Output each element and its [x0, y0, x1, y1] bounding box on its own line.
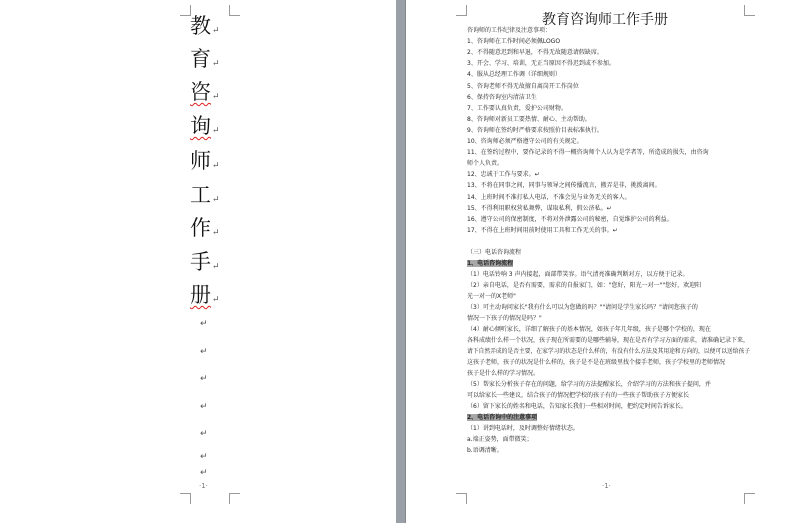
- line-text: （5）帮家长分析孩子存在的问题，给学习的方法提醒家长，介绍学习的方法和孩子提问，并: [467, 380, 711, 388]
- line-text: 情况一下孩子的情况是吗？": [467, 314, 542, 322]
- line-text: （6）留下家长的姓名和电话，告知家长我们一些相对时间，把约定时间告诉家长。: [467, 402, 687, 410]
- line-text: （1）电话铃响 3 声内接起，面部带笑容。语气清亮准确判断对方，以方便于记录。: [467, 270, 689, 278]
- body-line: [467, 149, 709, 156]
- paragraph-mark: ↵: [212, 228, 220, 238]
- body-line: [467, 194, 631, 201]
- line-text: 12、忠诚于工作与要求。↵: [467, 171, 540, 179]
- empty-paragraph-mark: ↵: [200, 347, 208, 357]
- body-line: [467, 249, 521, 256]
- line-text: 8、咨询师对新员工要热情、耐心、主动帮助。: [467, 115, 591, 123]
- title-char-text: 询: [190, 114, 211, 138]
- page-gap: [396, 0, 405, 523]
- line-text: 6、保持咨询室内清洁卫生: [467, 93, 537, 101]
- title-char: [190, 183, 220, 212]
- line-text: 孩子是什么样的学习情况。: [467, 369, 540, 377]
- empty-paragraph-mark: ↵: [200, 402, 208, 412]
- line-text: 2、不得随意迟到和早退，不得无故随意请假缺席。: [467, 49, 603, 57]
- title-char: [190, 250, 220, 279]
- line-text: 4、服从总经理工作调（详细规则）: [467, 71, 561, 79]
- empty-paragraph-mark: ↵: [200, 468, 208, 478]
- title-char-text: 手: [190, 250, 211, 274]
- empty-paragraph-mark: ↵: [200, 429, 208, 439]
- line-text: 各科成绩什么样一个状况，孩子现在所需要的是哪些辅导，现在是否有学习方面的需求，请准确记录下来，: [467, 336, 750, 344]
- body-line: [467, 403, 687, 410]
- title-char: [190, 47, 220, 76]
- body-line: [467, 38, 560, 45]
- paragraph-mark: ↵: [212, 195, 220, 205]
- line-text: 10、咨询师必须严格遵守公司的有关规定。: [467, 138, 583, 145]
- line-text: 5、咨询老师不得无故擅自离岗开工作岗位: [467, 82, 579, 90]
- paragraph-mark: ↵: [212, 59, 220, 69]
- line-text: 这孩子老师，孩子的状况是什么样的，孩子是不是在班级里找个接手老师，孩子学校里的老师情况: [467, 358, 726, 366]
- line-text: 可以给家长一些建议，结合孩子的情况把学校的孩子有的一些孩子帮助孩子方便家长: [467, 391, 690, 399]
- body-line: [467, 94, 537, 101]
- line-text: 1、电话咨询流程: [467, 259, 514, 267]
- title-char-text: 育: [190, 47, 211, 71]
- body-line: [467, 304, 698, 311]
- line-text: 咨询师的工作纪律及注意事项：: [467, 27, 552, 34]
- line-text: 13、不将在同事之间，同事与领导之间传播流言，搬弄是非，挑拨离间。: [467, 182, 661, 190]
- line-text: 14、上班时间不准打私人电话，不准会见与业务无关的客人。: [467, 193, 631, 201]
- title-char: [190, 149, 220, 178]
- paragraph-mark: ↵: [212, 161, 220, 171]
- document-page-2: [405, 0, 803, 523]
- body-line: [467, 370, 539, 377]
- body-line: [467, 160, 503, 167]
- body-line: [467, 392, 689, 399]
- line-text: 16、遵守公司的保密制度，不将对外泄露公司的秘密，自觉维护公司的利益。: [467, 215, 673, 223]
- title-char-text: 咨: [190, 80, 211, 104]
- body-line: [467, 436, 533, 443]
- empty-paragraph-mark: ↵: [200, 374, 208, 384]
- margin-corner-bottom-left: [456, 493, 467, 504]
- body-line: [467, 182, 661, 189]
- page-footer-mark: ·1·: [602, 482, 611, 490]
- paragraph-mark: ↵: [212, 262, 220, 272]
- margin-corner-bottom-right: [229, 493, 240, 504]
- line-text: 光一对一的X老师": [467, 292, 516, 300]
- line-text: 11、在签约过程中，要作记录的不得一概咨询师个人认为是学者等，所造成的损失，由咨询: [467, 149, 709, 157]
- line-text: 7、工作要认真负责，爱护公司财物。: [467, 104, 567, 112]
- title-char: [190, 114, 220, 143]
- line-text: 请下自然弄成的是否主要，在家学习的状态是什么样的，有没有什么方法及其用途和方向的，以便可以送给孩子: [467, 347, 751, 355]
- body-line: [467, 293, 516, 300]
- line-text: a.端正姿势，面带微笑；: [467, 435, 533, 443]
- body-line: [467, 27, 551, 34]
- title-char: [190, 283, 220, 312]
- line-text: 1、咨询师在工作时间必须佩LOGO: [467, 38, 561, 46]
- empty-paragraph-mark: ↵: [200, 319, 208, 329]
- document-page-1: [0, 0, 396, 523]
- title-char-text: 教: [190, 14, 211, 38]
- margin-corner-top-right: [229, 5, 240, 16]
- title-char: [190, 80, 220, 109]
- body-line: [467, 205, 612, 212]
- body-line: [467, 282, 701, 289]
- line-text: 3、开会、学习、培训，无正当原因不得迟到或不参加。: [467, 60, 615, 68]
- body-line: [467, 138, 583, 145]
- body-line: [467, 271, 688, 278]
- body-line: [467, 127, 603, 134]
- margin-corner-bottom-right: [744, 493, 755, 504]
- line-text: （2）亲自电话，是否有需要，需求的自报家门，如："您好，阳光一对一""您好，欢迎阳: [467, 281, 702, 289]
- line-text: 2、电话咨询中的注意事项: [467, 413, 538, 421]
- body-line: [467, 348, 750, 355]
- body-line: [467, 381, 711, 388]
- page-footer-mark: ·1·: [199, 482, 208, 490]
- body-line: [467, 425, 579, 432]
- paragraph-mark: ↵: [212, 26, 220, 36]
- body-line: [467, 326, 711, 333]
- body-line: [467, 447, 503, 454]
- line-text: （1）讲到电话时，及时调整好情绪状态。: [467, 424, 579, 432]
- title-char-text: 册: [190, 283, 211, 307]
- title-char-text: 作: [190, 216, 211, 240]
- body-line: [467, 359, 725, 366]
- body-line: [467, 83, 579, 90]
- body-line: [467, 337, 749, 344]
- paragraph-mark: ↵: [212, 295, 220, 305]
- title-char-text: 师: [190, 149, 211, 173]
- paragraph-mark: ↵: [212, 92, 220, 102]
- section-heading: [467, 260, 513, 267]
- section-heading: [467, 414, 537, 421]
- title-char-text: 工: [190, 183, 211, 207]
- title-char: [190, 216, 220, 245]
- body-line: [467, 116, 591, 123]
- body-line: [467, 49, 603, 56]
- line-text: 15、不得利用职权营私舞弊，谋取私利，假公济私。↵: [467, 204, 612, 212]
- empty-paragraph-mark: ↵: [200, 452, 208, 462]
- page-title: 教育咨询师工作手册: [542, 12, 668, 28]
- body-line: [467, 105, 567, 112]
- line-text: 9、咨询师在签约时严格要求按照价目表标准执行。: [467, 126, 603, 134]
- body-line: [467, 60, 615, 67]
- line-text: （4）耐心倾听家长，详细了解孩子的基本情况，如孩子年几年级，孩子是哪个学校的，现在: [467, 325, 711, 333]
- line-text: b.语调清晰。: [467, 446, 503, 454]
- paragraph-mark: ↵: [212, 126, 220, 136]
- line-text: 师个人负责。: [467, 160, 504, 168]
- line-text: 17、不得在上班时间用前时使用工具和工作无关的事。↵: [467, 226, 618, 234]
- line-text: （3）可主动询问家长"我有什么可以为您做的吗？""请问是学生家长吗？"请问您孩子的: [467, 303, 698, 311]
- body-line: [467, 227, 618, 234]
- body-line: [467, 315, 542, 322]
- body-line: [467, 171, 540, 178]
- body-line: [467, 71, 561, 78]
- title-char: [190, 14, 220, 43]
- line-text: （三）电话咨询流程: [467, 248, 522, 256]
- margin-corner-bottom-left: [180, 493, 191, 504]
- body-line: [467, 216, 673, 223]
